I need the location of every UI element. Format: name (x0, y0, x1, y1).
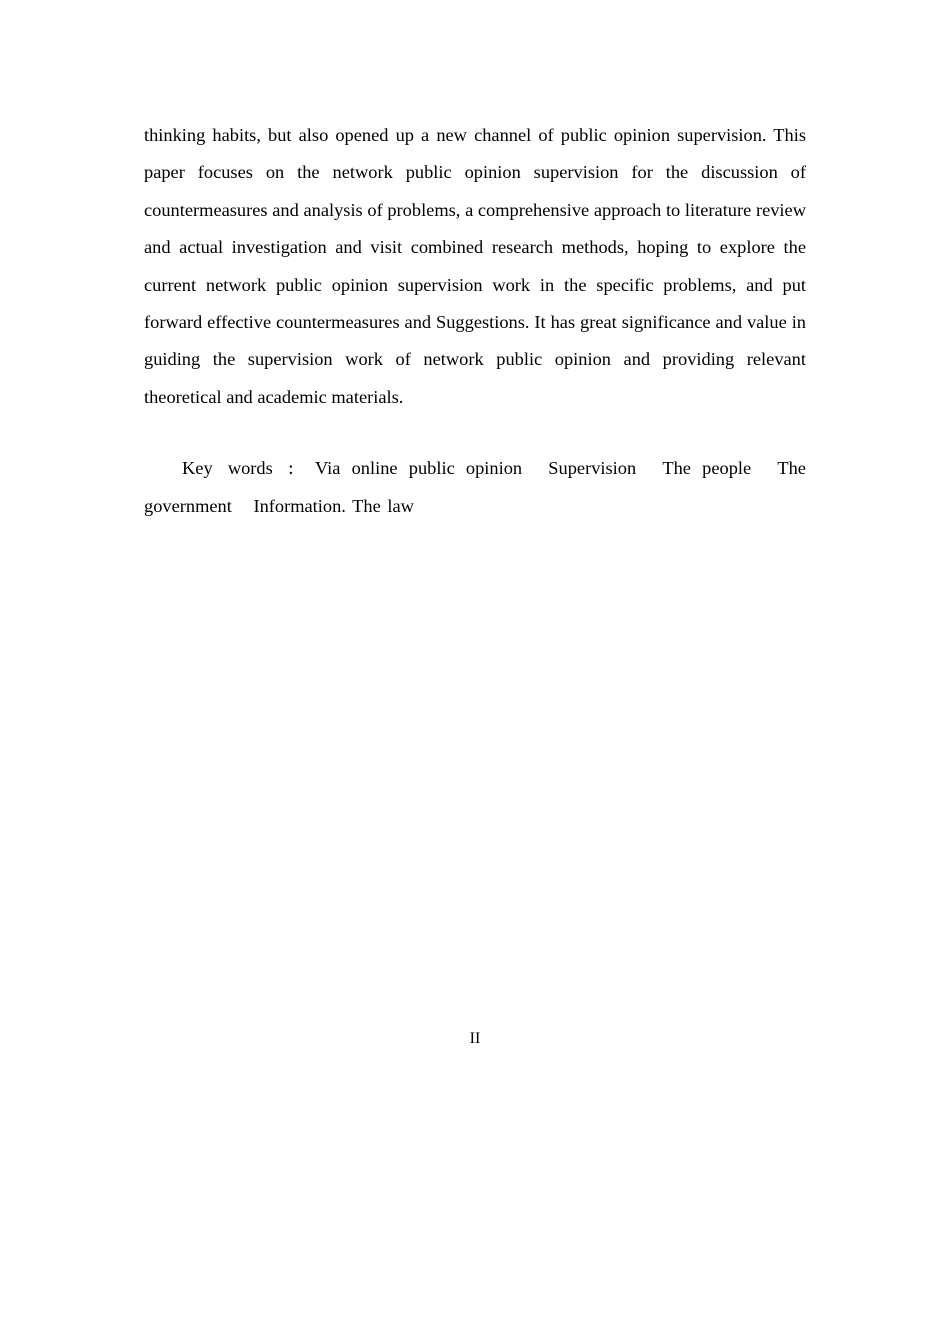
keyword-item: Information. The law (253, 496, 414, 517)
keywords-colon: ： (282, 460, 307, 478)
keyword-item: Supervision (548, 458, 637, 478)
keywords-paragraph (144, 450, 806, 526)
keyword-item: The people (662, 458, 752, 478)
keywords-label: Key words (182, 458, 273, 478)
keyword-item: The government (144, 458, 806, 517)
page-number: II (469, 1030, 481, 1047)
keyword-item: Via online public opinion (314, 458, 523, 478)
abstract-paragraph: thinking habits, but also opened up a new channel of public opinion supervision. This paper focuses on the network public opinion supervision for the discussion of countermeasures and analysis of problems, a comprehensive approach to literature review and actual investigation and visit combined research methods, hoping to explore the current network public opinion supervision work in the specific problems, and put forward effective countermeasures and Suggestions. It has great significance and value in guiding the supervision work of network public opinion and providing relevant theoretical and academic materials. (144, 125, 806, 407)
